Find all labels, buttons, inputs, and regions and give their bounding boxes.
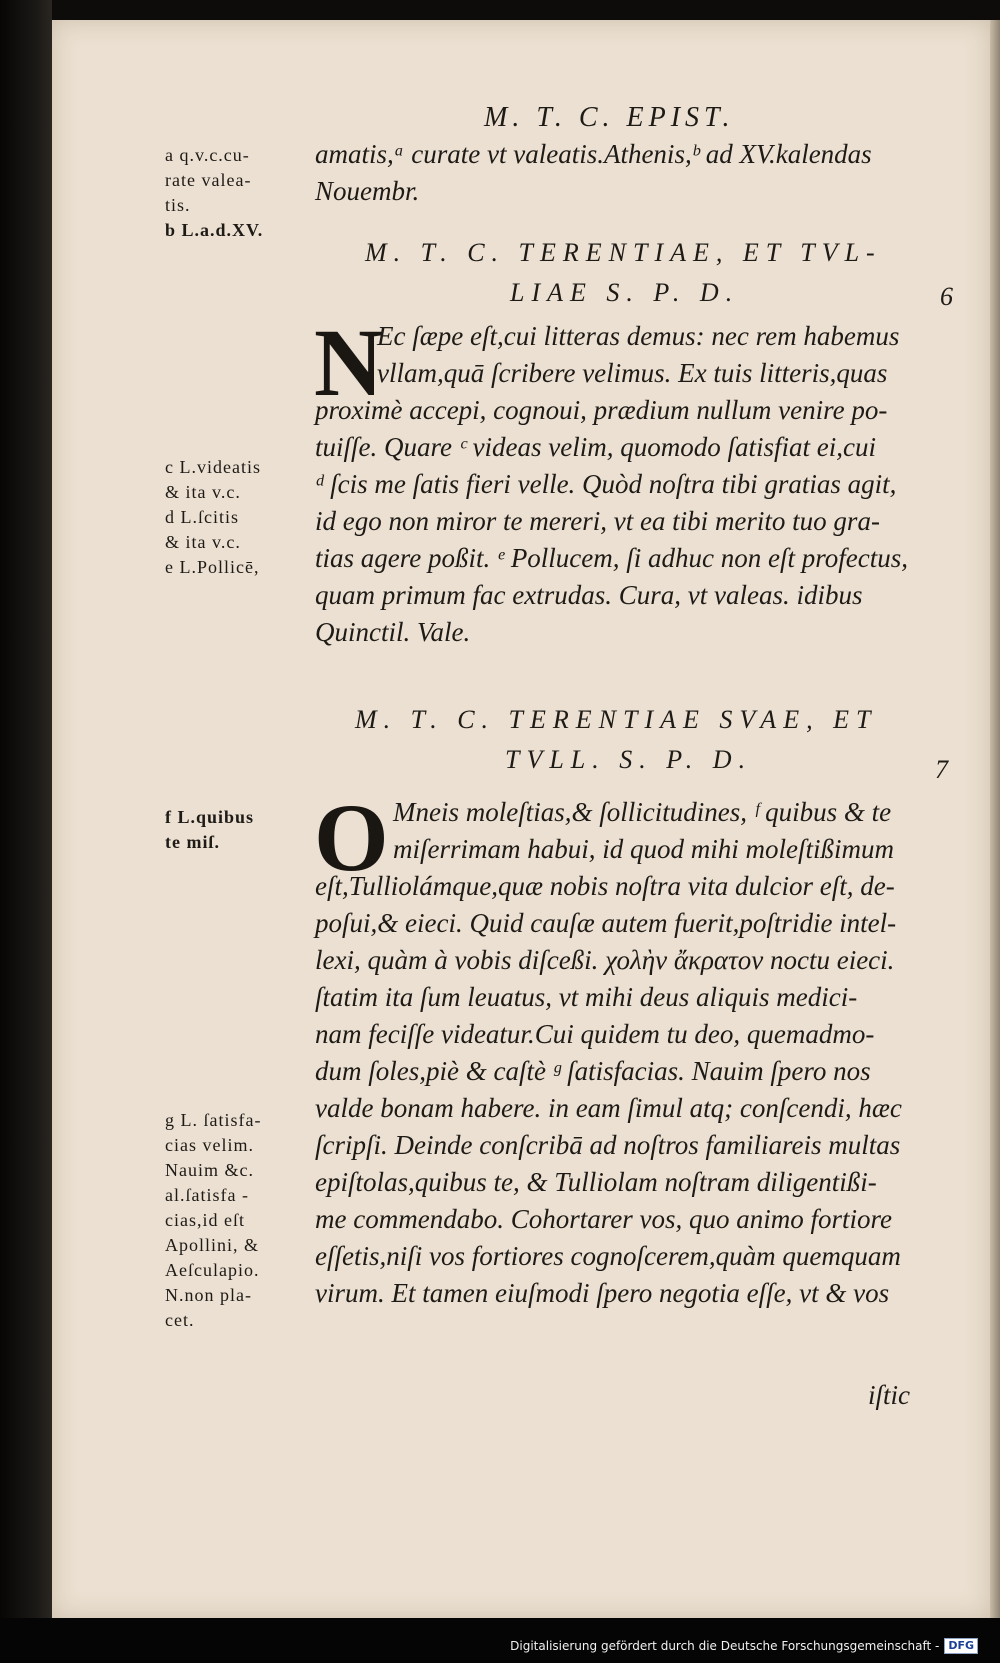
margin-note-line: a q.v.c.cu- [165,145,250,165]
text-line: Quinctil. Vale. [315,617,471,647]
text-line: nam feciſſe videatur.Cui quidem tu deo, quemadmo- [315,1019,875,1049]
text-line: lexi, quàm à vobis diſceßi. χολὴν ἄκρατον noctu eieci. [315,945,895,975]
viewer-footer-bar [0,1618,1000,1663]
text-line: amatis,ᵃ curate vt valeatis.Athenis,ᵇ ad XV.kalendas [315,139,872,169]
margin-note-line: Aeſculapio. [165,1260,260,1280]
margin-note-line: b L.a.d.XV. [165,220,264,240]
drop-cap: N [314,309,384,416]
text-line: me commendabo. Cohortarer vos, quo animo fortiore [315,1204,892,1234]
margin-note-line: te miſ. [165,832,220,852]
text-line: dum ſoles,piè & caſtè ᵍ ſatisfacias. Nauim ſpero nos [315,1056,871,1086]
text-line: Mneis moleſtias,& ſollicitudines, ᶠ quibus & te [393,797,892,827]
text-line: tuiſſe. Quare ᶜ videas velim, quomodo ſatisfiat ei,cui [315,432,877,462]
margin-note-line: c L.videatis [165,457,261,477]
letter-6-body [314,309,960,651]
letter-number: 6 [940,282,953,311]
text-line: miſerrimam habui, id quod mihi moleſtißimum [393,834,894,864]
text-line: proximè accepi, cognoui, prædium nullum venire po- [315,395,888,425]
margin-note-g [165,1108,261,1333]
margin-note-line: e L.Pollicē, [165,557,260,577]
margin-note-line: cias,id eſt [165,1210,245,1230]
funding-credit-text: Digitalisierung gefördert durch die Deutsche Forschungsgemeinschaft - [510,1639,940,1653]
funding-credit [510,1638,978,1654]
previous-letter-ending [315,136,960,210]
running-head: M. T. C. EPIST. [484,102,735,133]
margin-note-line: cias velim. [165,1135,254,1155]
letter-6-heading: M. T. C. TERENTIAE, ET TVL- [365,238,882,267]
margin-note-line: Nauim &c. [165,1160,254,1180]
margin-note-line: g L. ſatisfa- [165,1110,262,1130]
text-line: eſſetis,niſi vos fortiores cognoſcerem,quàm quemquam [315,1241,901,1271]
drop-cap: O [314,784,389,891]
text-line: ᵈ ſcis me ſatis fieri velle. Quòd noſtra tibi gratias agit, [315,469,897,499]
margin-note-line: al.ſatisfa - [165,1185,249,1205]
margin-note-line: N.non pla- [165,1285,252,1305]
margin-note-line: tis. [165,195,191,215]
text-line: poſui,& eieci. Quid cauſæ autem fuerit,poſtridie intel- [315,908,897,938]
margin-note-f [165,805,254,855]
margin-note-line: cet. [165,1310,195,1330]
text-line: quam primum fac extrudas. Cura, vt valeas. idibus [315,580,863,610]
margin-note-c-e [165,455,261,580]
margin-note-line: Apollini, & [165,1235,260,1255]
margin-note-line: & ita v.c. [165,482,241,502]
margin-note-line: rate valea- [165,170,252,190]
text-line: Nouembr. [315,176,420,206]
text-line: tias agere poßit. ᵉ Pollucem, ſi adhuc non eſt profectus, [315,543,908,573]
text-line: ſtatim ita ſum leuatus, vt mihi deus aliquis medici- [315,982,858,1012]
margin-note-line: & ita v.c. [165,532,241,552]
text-line: virum. Et tamen eiuſmodi ſpero negotia eſſe, vt & vos [315,1278,890,1308]
margin-note-line: d L.ſcitis [165,507,239,527]
letter-number: 7 [935,755,948,784]
letter-7-heading-cont: TVLL. S. P. D. [505,745,753,774]
page-edge [990,20,1000,1620]
text-line: id ego non miror te mereri, vt ea tibi merito tuo gra- [315,506,880,536]
text-line: eſt,Tulliolámque,quæ nobis noſtra vita dulcior eſt, de- [315,871,895,901]
letter-6-heading-cont: LIAE S. P. D. [510,278,740,307]
text-line: ſcripſi. Deinde conſcribā ad noſtros familiareis multas [315,1130,901,1160]
text-line: valde bonam habere. in eam ſimul atq; conſcendi, hæc [315,1093,902,1123]
binding-gutter [0,0,52,1620]
margin-note-a-b [165,143,263,243]
dfg-logo: DFG [944,1638,978,1654]
letter-7-body [314,784,960,1312]
letter-7-heading: M. T. C. TERENTIAE SVAE, ET [355,705,878,734]
text-line: vllam,quā ſcribere velimus. Ex tuis litteris,quas [377,358,888,388]
catchword: iſtic [868,1380,910,1410]
text-line: Ec ſæpe eſt,cui litteras demus: nec rem habemus [377,321,900,351]
margin-note-line: f L.quibus [165,807,255,827]
text-line: epiſtolas,quibus te, & Tulliolam noſtram diligentißi- [315,1167,877,1197]
